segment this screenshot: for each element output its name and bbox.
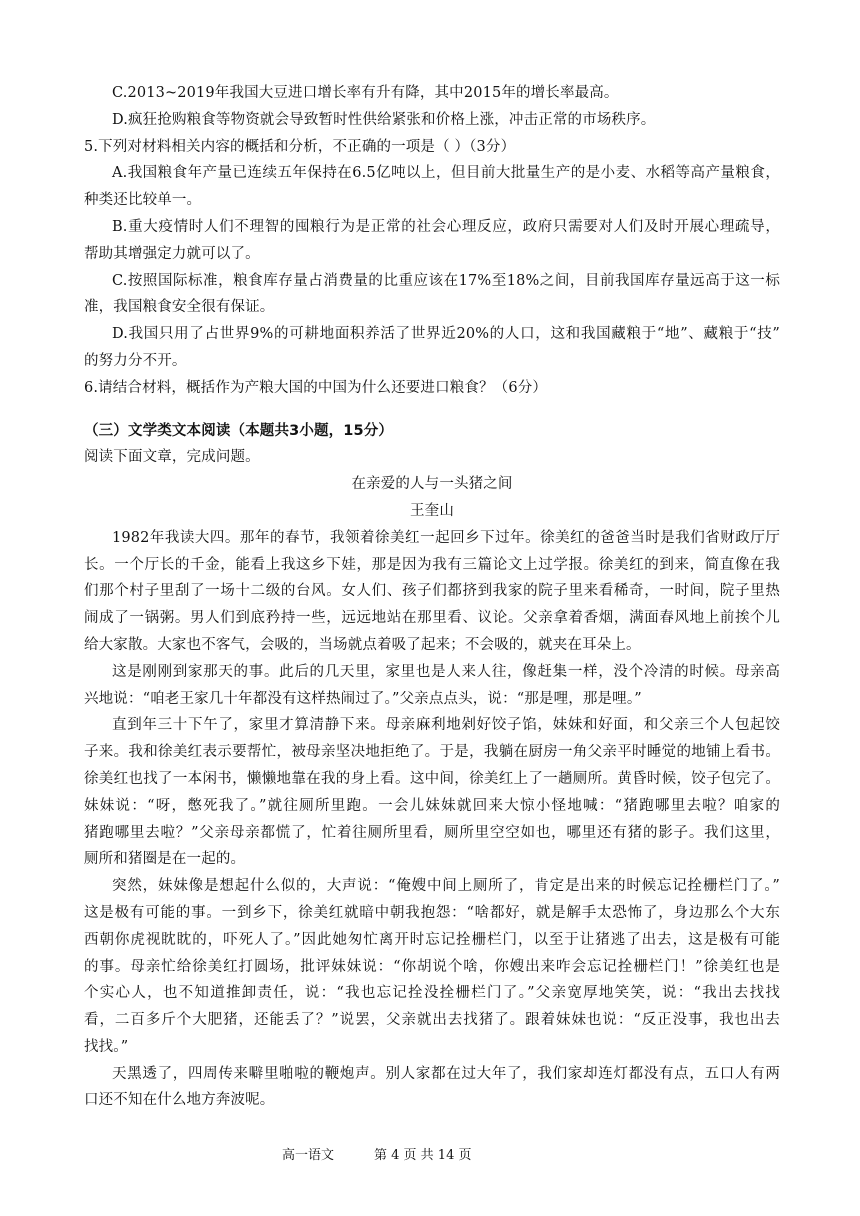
q5-option-b-line2: 帮助其增强定力就可以了。 <box>84 245 260 262</box>
q6-stem: 6.请结合材料，概括作为产粮大国的中国为什么还要进口粮食？（6分） <box>84 379 548 396</box>
paragraph-4-line-4: 的事。母亲忙给徐美红打圆场，批评妹妹说：“你胡说个啥，你嫂出来咋会忘记拴栅栏门！”徐美红也是 <box>84 958 780 975</box>
paragraph-2-line-2: 兴地说：“咱老王家几十年都没有这样热闹过了。”父亲点点头，说：“那是哩，那是哩。” <box>84 690 642 707</box>
q5-option-a-line2: 种类还比较单一。 <box>84 192 202 209</box>
q5-stem: 5.下列对材料相关内容的概括和分析，不正确的一项是（ ）（3分） <box>84 138 516 155</box>
q5-option-d-line1: D.我国只用了占世界9%的可耕地面积养活了世界近20%的人口，这和我国藏粮于“地”、藏粮于“技” <box>112 326 780 343</box>
paragraph-1-line-4: 闹成了一锅粥。男人们到底矜持一些，远远地站在那里看、议论。父亲拿着香烟，满面春风地上前挨个儿 <box>84 610 780 627</box>
paragraph-1-line-1: 1982年我读大四。那年的春节，我领着徐美红一起回乡下过年。徐美红的爸爸当时是我们省财政厅厅 <box>112 529 780 546</box>
section-heading: （三）文学类文本阅读（本题共3小题，15分） <box>84 422 394 439</box>
document-page <box>84 80 780 1114</box>
paragraph-1-line-3: 们那个村子里刮了一场十二级的台风。女人们、孩子们都挤到我家的院子里来看稀奇，一时间，院子里热 <box>84 583 780 600</box>
article-title: 在亲爱的人与一头猪之间 <box>351 476 513 493</box>
article-body <box>84 525 780 1115</box>
q4-option-d: D.疯狂抢购粮食等物资就会导致暂时性供给紧张和价格上涨，冲击正常的市场秩序。 <box>112 111 656 128</box>
spacer <box>84 402 780 418</box>
paragraph-4-line-5: 个实心人，也不知道推卸责任，说：“我也忘记拴没拴栅栏门了。”父亲宽厚地笑笑，说：“我出去找找 <box>84 985 780 1002</box>
paragraph-3-line-3: 徐美红也找了一本闲书，懒懒地靠在我的身上看。这中间，徐美红上了一趟厕所。黄昏时候，饺子包完了。 <box>84 770 780 787</box>
q5-option-a-line1: A.我国粮食年产量已连续五年保持在6.5亿吨以上，但目前大批量生产的是小麦、水稻等高产量粮食， <box>112 165 780 182</box>
q5-option-b-line1: B.重大疫情时人们不理智的囤粮行为是正常的社会心理反应，政府只需要对人们及时开展心理疏导， <box>112 218 780 235</box>
q5-option-d-line2: 的努力分不开。 <box>84 352 187 369</box>
paragraph-3-line-4: 妹妹说：“呀，憋死我了。”就往厕所里跑。一会儿妹妹就回来大惊小怪地喊：“猪跑哪里去啦？咱家的 <box>84 797 780 814</box>
paragraph-5-line-1: 天黑透了，四周传来噼里啪啦的鞭炮声。别人家都在过大年了，我们家却连灯都没有点，五口人有两 <box>112 1065 780 1082</box>
paragraph-4-line-3: 西朝你虎视眈眈的，吓死人了。”因此她匆忙离开时忘记拴栅栏门，以至于让猪逃了出去，这是极有可能 <box>84 931 780 948</box>
paragraph-2-line-1: 这是刚刚到家那天的事。此后的几天里，家里也是人来人往，像赶集一样，没个冷清的时候。母亲高 <box>112 663 780 680</box>
paragraph-4-line-6: 看，二百多斤个大肥猪，还能丢了？”说罢，父亲就出去找猪了。跟着妹妹也说：“反正没事，我也出去 <box>84 1012 780 1029</box>
article-author: 王奎山 <box>410 502 454 519</box>
q5-option-c-line1: C.按照国际标准，粮食库存量占消费量的比重应该在17%至18%之间，目前我国库存量远高于这一标 <box>112 272 780 289</box>
q5-option-c-line2: 准，我国粮食安全很有保证。 <box>84 299 275 316</box>
footer-page-number: 第 4 页 共 14 页 <box>374 1148 472 1163</box>
paragraph-3-line-5: 猪跑哪里去啦？”父亲母亲都慌了，忙着往厕所里看，厕所里空空如也，哪里还有猪的影子。我们这里， <box>84 824 780 841</box>
paragraph-3-line-1: 直到年三十下午了，家里才算清静下来。母亲麻利地剁好饺子馅，妹妹和好面，和父亲三个人包起饺 <box>112 717 780 734</box>
paragraph-1-line-2: 长。一个厅长的千金，能看上我这乡下娃，那是因为我有三篇论文上过学报。徐美红的到来，简直像在我 <box>84 556 780 573</box>
paragraph-5-line-2: 口还不知在什么地方奔波呢。 <box>84 1092 275 1109</box>
paragraph-4-line-2: 这是极有可能的事。一到乡下，徐美红就暗中朝我抱怨：“啥都好，就是解手太恐怖了，身边那么个大东 <box>84 904 780 921</box>
paragraph-1-line-5: 给大家散。大家也不客气，会吸的，当场就点着吸了起来；不会吸的，就夹在耳朵上。 <box>84 636 641 653</box>
paragraph-4-line-7: 找找。” <box>84 1038 129 1055</box>
paragraph-3-line-2: 子来。我和徐美红表示要帮忙，被母亲坚决地拒绝了。于是，我躺在厨房一角父亲平时睡觉的地铺上看书。 <box>84 744 780 761</box>
paragraph-4-line-1: 突然，妹妹像是想起什么似的，大声说：“俺嫂中间上厕所了，肯定是出来的时候忘记拴栅栏门了。” <box>112 878 780 895</box>
section-instruction: 阅读下面文章，完成问题。 <box>84 449 260 466</box>
footer-subject: 高一语文 <box>282 1148 335 1163</box>
q4-option-c: C.2013~2019年我国大豆进口增长率有升有降，其中2015年的增长率最高。 <box>112 85 619 101</box>
paragraph-3-line-6: 厕所和猪圈是在一起的。 <box>84 851 246 868</box>
